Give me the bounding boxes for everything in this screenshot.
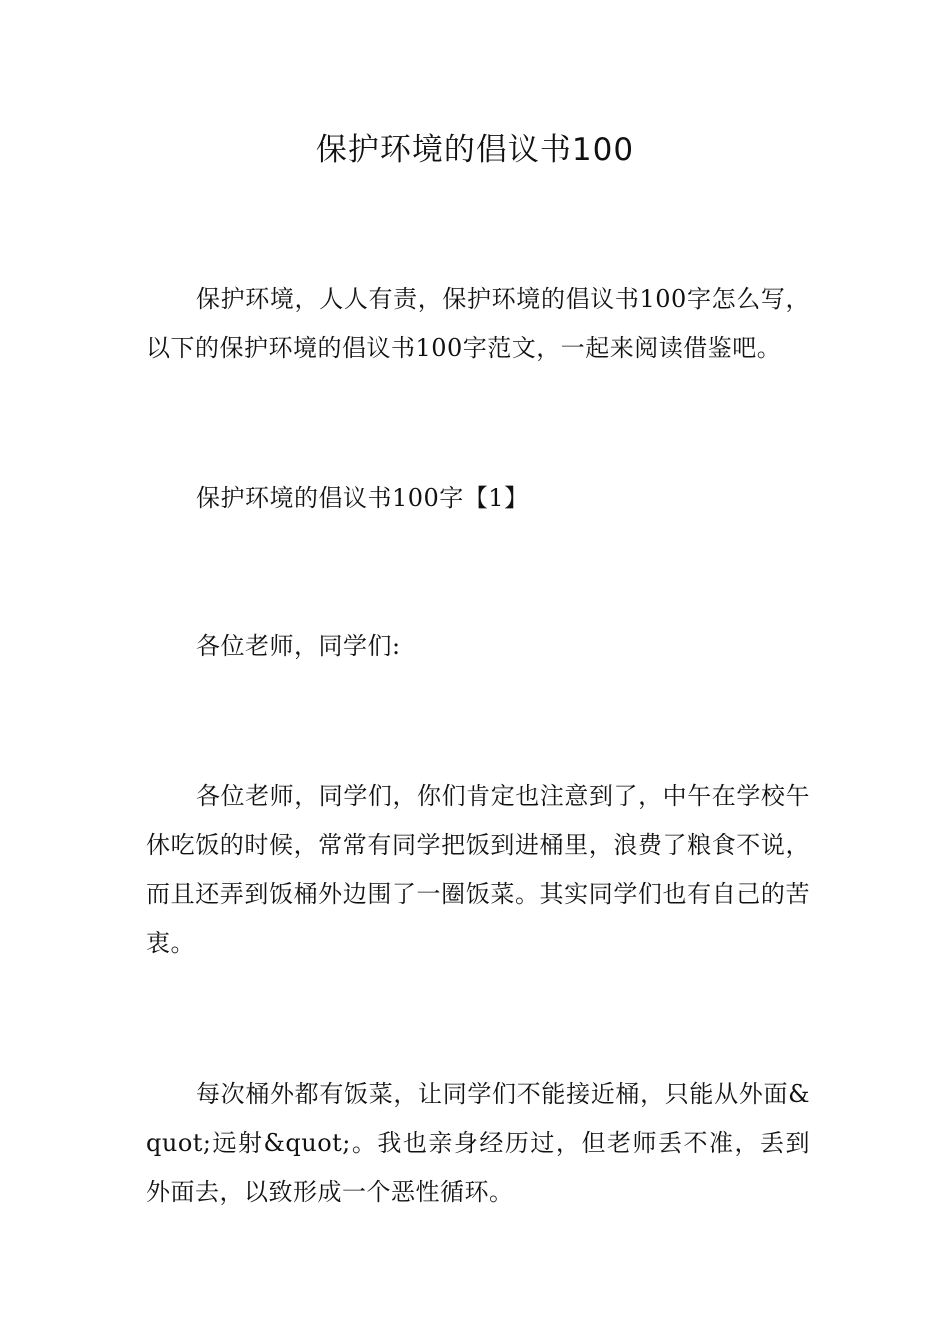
document-title: 保护环境的倡议书100 [315,132,635,168]
body-paragraph: 各位老师，同学们，你们肯定也注意到了，中午在学校午休吃饭的时候，常常有同学把饭到进桶里，浪费了粮食不说，而且还弄到饭桶外边围了一圈饭菜。其实同学们也有自己的苦衷。 [146,782,810,957]
body-paragraph: 每次桶外都有饭菜，让同学们不能接近桶，只能从外面&quot;远射&quot;。我也亲身经历过，但老师丢不准，丢到外面去，以致形成一个恶性循环。 [146,1080,810,1206]
salutation: 各位老师，同学们: [196,632,401,660]
section-heading: 保护环境的倡议书100字【1】 [196,484,529,512]
intro-paragraph: 保护环境，人人有责，保护环境的倡议书100字怎么写，以下的保护环境的倡议书100字范文，一起来阅读借鉴吧。 [146,285,810,362]
